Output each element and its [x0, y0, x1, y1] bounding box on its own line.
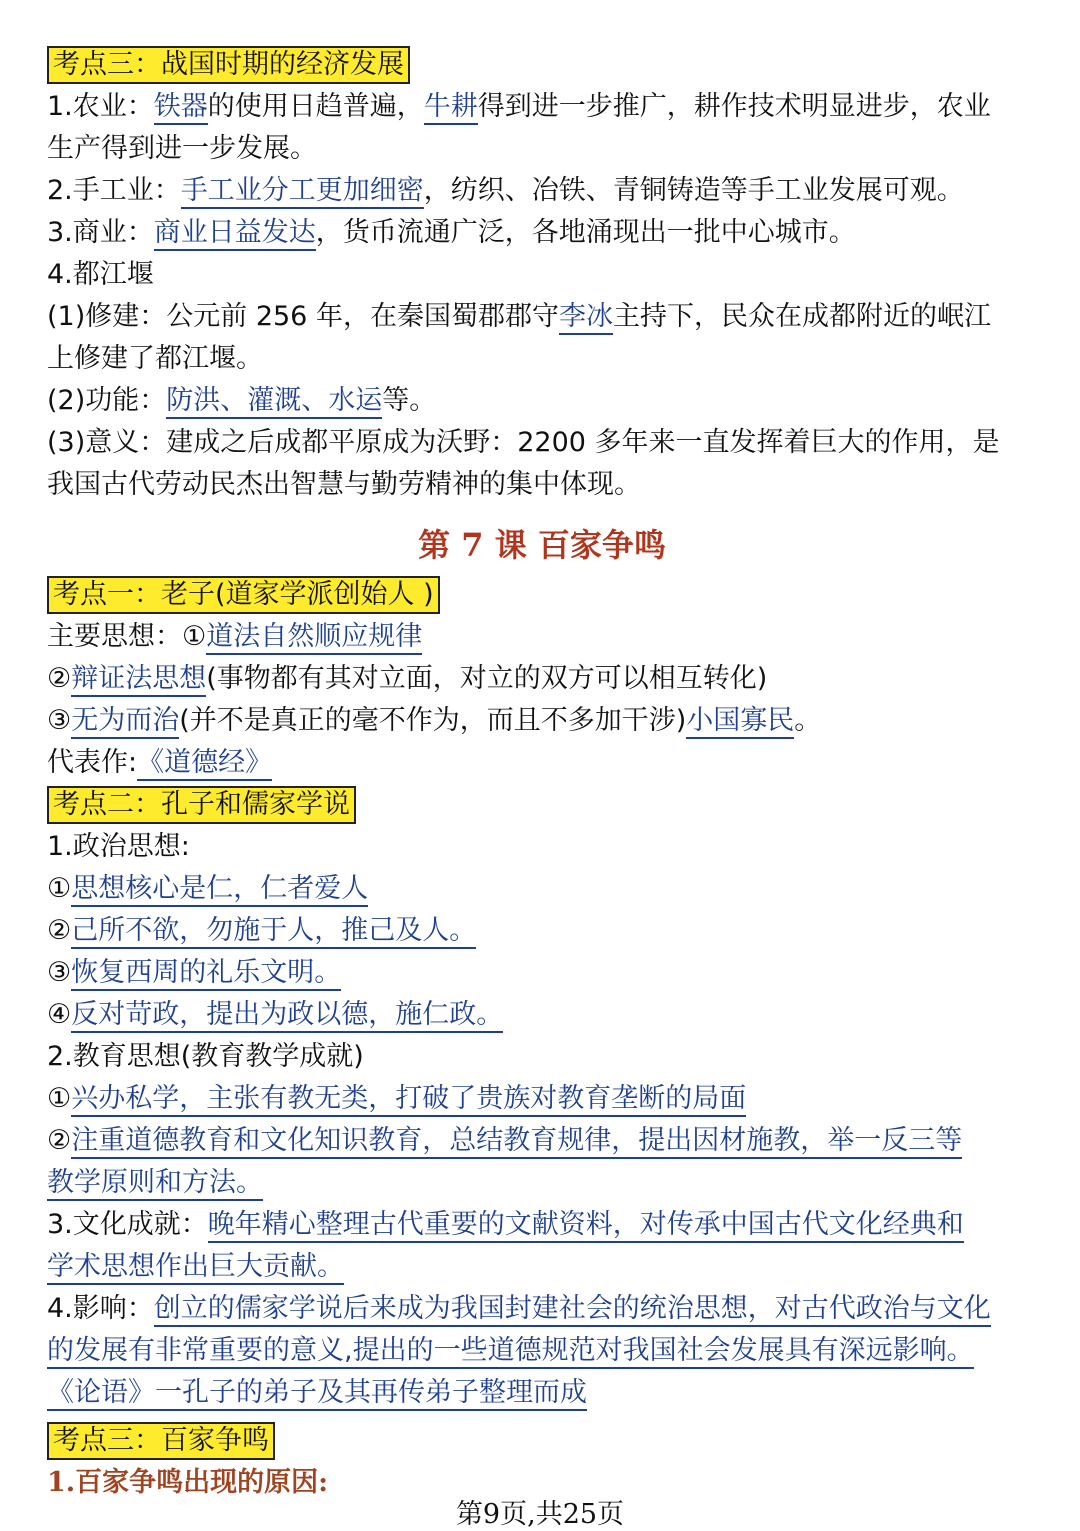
keyword: 注重道德教育和文化知识教育，总结教育规律，提出因材施教，举一反三等 [71, 1125, 962, 1159]
section-heading-row [47, 1420, 1037, 1462]
label: 1.农业： [47, 91, 154, 122]
number: ③ [47, 957, 72, 988]
subtitle: 4.都江堰 [47, 259, 154, 290]
subtitle: 2.教育思想(教育教学成就) [47, 1041, 364, 1072]
keyword: 己所不欲，勿施于人，推己及人。 [71, 915, 476, 949]
text: 。 [794, 705, 822, 736]
document-page [47, 44, 1037, 1504]
keyword: 李冰 [559, 301, 613, 335]
keyword: 的发展有非常重要的意义,提出的一些道德规范对我国社会发展具有深远影响。 [47, 1335, 974, 1369]
number: ② [47, 663, 72, 694]
number: ④ [47, 999, 72, 1030]
number: ② [47, 1125, 72, 1156]
text: ，纺织、冶铁、青铜铸造等手工业发展可观。 [423, 175, 964, 206]
section-heading: 考点三：百家争鸣 [47, 1422, 275, 1460]
text-line [47, 1120, 1037, 1162]
number: ③ [47, 705, 72, 736]
keyword: 道法自然顺应规律 [206, 621, 422, 655]
text: 主持下，民众在成都附近的岷江 [612, 301, 991, 332]
keyword: 铁器 [154, 91, 208, 125]
text-line [47, 1036, 1037, 1078]
subtitle: 1.百家争鸣出现的原因: [47, 1467, 329, 1498]
section-heading-row [47, 44, 1037, 86]
subtitle: 1.政治思想: [47, 831, 190, 862]
text: 等。 [382, 385, 437, 416]
text-line [47, 170, 1037, 212]
keyword: 创立的儒家学说后来成为我国封建社会的统治思想，对古代政治与文化 [154, 1293, 991, 1327]
keyword: 《论语》一孔子的弟子及其再传弟子整理而成 [47, 1377, 587, 1411]
text-line [47, 1246, 1037, 1288]
text-line [47, 1162, 1037, 1204]
number: ② [47, 915, 72, 946]
keyword: 反对苛政，提出为政以德，施仁政。 [71, 999, 503, 1033]
label: (2)功能： [47, 385, 167, 416]
keyword: 牛耕 [424, 91, 478, 125]
keyword: 兴办私学，主张有教无类，打破了贵族对教育垄断的局面 [71, 1083, 746, 1117]
lesson-title: 第 7 课 百家争鸣 [418, 526, 666, 564]
text-line [47, 212, 1037, 254]
keyword: 恢复西周的礼乐文明。 [71, 957, 341, 991]
keyword: 手工业分工更加细密 [181, 175, 424, 209]
keyword: 小国寡民 [686, 705, 794, 739]
text: 得到进一步推广，耕作技术明显进步，农业 [477, 91, 991, 122]
text: 生产得到进一步发展。 [47, 133, 317, 164]
text-line [47, 700, 1037, 742]
text-line [47, 868, 1037, 910]
keyword: 《道德经》 [137, 747, 272, 781]
section-heading-row [47, 574, 1037, 616]
keyword: 思想核心是仁，仁者爱人 [71, 873, 368, 907]
section-heading: 考点二：孔子和儒家学说 [47, 786, 356, 824]
text-line [47, 658, 1037, 700]
text-line [47, 86, 1037, 128]
text-line [47, 1372, 1037, 1414]
section-heading-row [47, 784, 1037, 826]
text-line [47, 1330, 1037, 1372]
number: ① [47, 1083, 72, 1114]
text-line [47, 464, 1037, 506]
keyword: 教学原则和方法。 [47, 1167, 263, 1201]
text: (3)意义：建成之后成都平原成为沃野：2200 多年来一直发挥着巨大的作用，是 [47, 427, 1000, 458]
keyword: 无为而治 [71, 705, 179, 739]
label: 3.文化成就： [47, 1209, 208, 1240]
keyword: 辩证法思想 [71, 663, 206, 697]
text: 上修建了都江堰。 [47, 343, 263, 374]
text-line [47, 742, 1037, 784]
label: 3.商业： [47, 217, 154, 248]
text-line [47, 254, 1037, 296]
label: 2.手工业： [47, 175, 181, 206]
section-heading: 考点一：老子(道家学派创始人 ) [47, 576, 440, 614]
label: 4.影响： [47, 1293, 154, 1324]
text-line [47, 296, 1037, 338]
section-heading: 考点三：战国时期的经济发展 [47, 46, 410, 84]
label: 主要思想：① [47, 621, 207, 652]
text-line [47, 952, 1037, 994]
text: ，货币流通广泛，各地涌现出一批中心城市。 [315, 217, 856, 248]
keyword: 学术思想作出巨大贡献。 [47, 1251, 344, 1285]
text: (并不是真正的毫不作为，而且不多加干涉) [179, 705, 687, 736]
keyword: 晚年精心整理古代重要的文献资料，对传承中国古代文化经典和 [208, 1209, 964, 1243]
text-line [47, 338, 1037, 380]
label: 代表作: [47, 747, 138, 778]
text-line [47, 1078, 1037, 1120]
text-line [47, 910, 1037, 952]
text: 我国古代劳动民杰出智慧与勤劳精神的集中体现。 [47, 469, 641, 500]
text-line [47, 422, 1037, 464]
text: 的使用日趋普遍， [207, 91, 424, 122]
text-line [47, 616, 1037, 658]
text-line [47, 826, 1037, 868]
page-number: 第9页,共25页 [455, 1499, 625, 1530]
text: (1)修建：公元前 256 年，在秦国蜀郡郡守 [47, 301, 559, 332]
keyword: 商业日益发达 [154, 217, 316, 251]
text: (事物都有其对立面，对立的双方可以相互转化) [206, 663, 768, 694]
text-line [47, 380, 1037, 422]
text-line [47, 1204, 1037, 1246]
text-line [47, 1288, 1037, 1330]
keyword: 防洪、灌溉、水运 [166, 385, 382, 419]
number: ① [47, 873, 72, 904]
text-line [47, 128, 1037, 170]
text-line [47, 994, 1037, 1036]
